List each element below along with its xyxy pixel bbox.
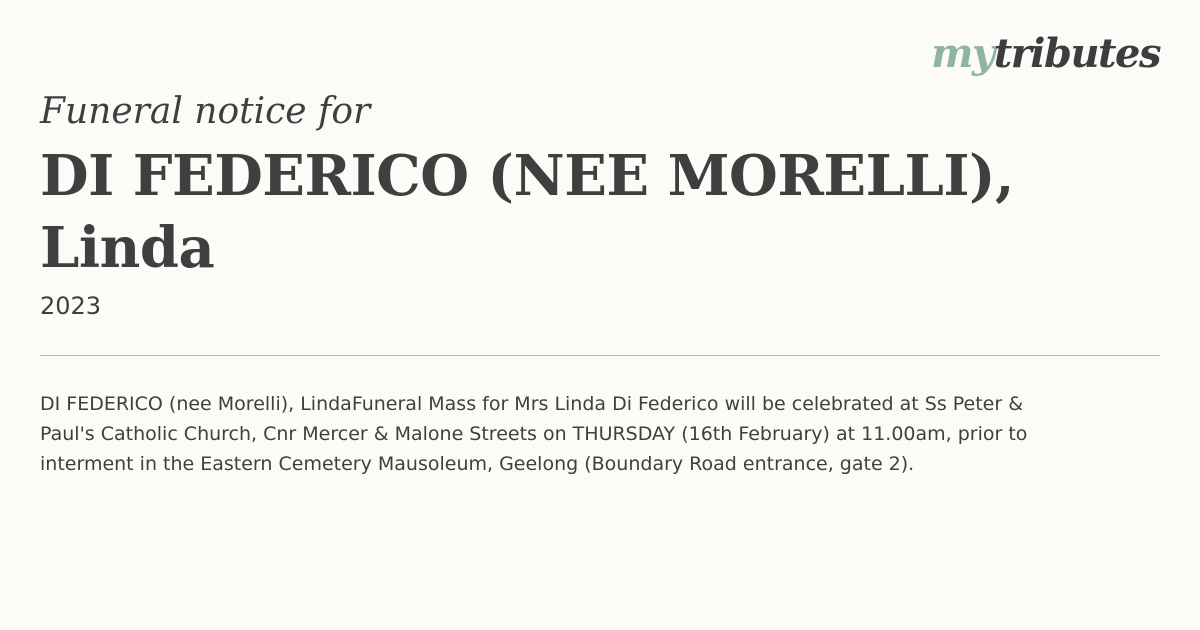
notice-intro: Funeral notice for [40, 91, 371, 132]
deceased-name-line1: DI FEDERICO (NEE MORELLI), [40, 143, 1014, 209]
mytributes-logo [931, 30, 1160, 77]
deceased-name-line2: Linda [40, 215, 215, 281]
divider [40, 355, 1160, 356]
logo-text-my: my [931, 30, 994, 77]
notice-body: DI FEDERICO (nee Morelli), LindaFuneral Mass for Mrs Linda Di Federico will be celebrated at Ss Peter & Paul's Catholic Church, Cnr Mercer & Malone Streets on THURSDAY (16th February) at 11.00am, prior to interment in the Eastern Cemetery Mausoleum, Geelong (Boundary Road entrance, gate 2). [40, 393, 1028, 475]
notice-year: 2023 [40, 292, 102, 320]
logo-text-tributes: tributes [993, 30, 1160, 77]
deceased-name [40, 140, 1040, 284]
